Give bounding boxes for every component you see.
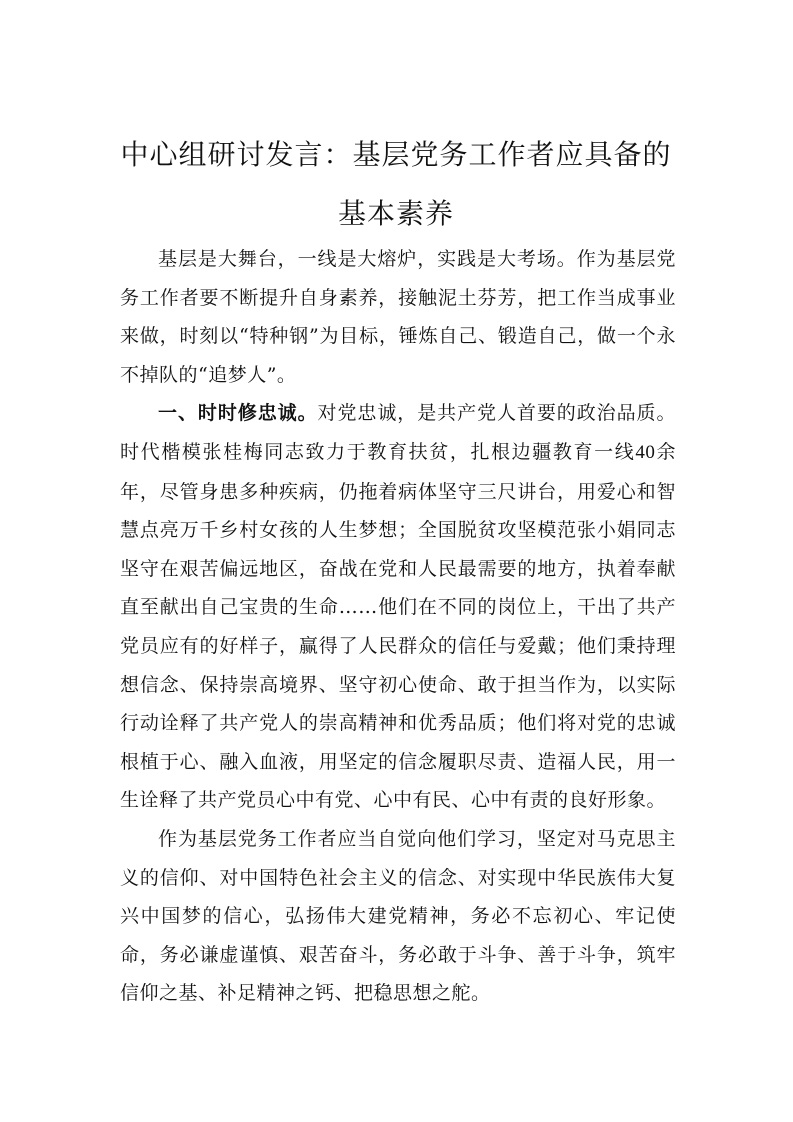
paragraph-intro: 基层是大舞台，一线是大熔炉，实践是大考场。作为基层党务工作者要不断提升自身素养，接触泥土芬芳，把工作当成事业来做，时刻以“特种钢”为目标，锤炼自己、锻造自己，做一个永不掉队的“追梦人”。 <box>120 248 676 386</box>
document-title-line-2: 基本素养 <box>337 197 454 230</box>
paragraph-learning: 作为基层党务工作者应当自觉向他们学习，坚定对马克思主义的信仰、对中国特色社会主义的信念、对实现中华民族伟大复兴中国梦的信心，弘扬伟大建党精神，务必不忘初心、牢记使命，务必谦虚谨慎、艰苦奋斗，务必敢于斗争、善于斗争，筑牢信仰之基、补足精神之钙、把稳思想之舵。 <box>120 827 676 1005</box>
section-heading-loyalty: 一、时时修忠诚。 <box>158 402 318 425</box>
paragraph-loyalty-text-part-2: 余年，尽管身患多种疾病，仍拖着病体坚守三尺讲台，用爱心和智慧点亮万千乡村女孩的人生梦想；全国脱贫攻坚模范张小娟同志坚守在艰苦偏远地区，奋战在党和人民最需要的地方，执着奉献直至献出自己宝贵的生命……他们在不同的岗位上，干出了共产党员应有的好样子，赢得了人民群众的信任与爱戴；他们秉持理想信念、保持崇高境界、坚守初心使命、敢于担当作为，以实际行动诠释了共产党人的崇高精神和优秀品质；他们将对党的忠诚根植于心、融入血液，用坚定的信念履职尽责、造福人民，用一生诠释了共产党员心中有党、心中有民、心中有责的良好形象。 <box>120 440 676 812</box>
paragraph-loyalty <box>120 394 676 820</box>
years-number: 40 <box>635 441 656 463</box>
paragraph-loyalty-text-part-1: 对党忠诚，是共产党人首要的政治品质。时代楷模张桂梅同志致力于教育扶贫，扎根边疆教育一线 <box>120 402 676 463</box>
document-body <box>120 240 676 1013</box>
document-title-line-1: 中心组研讨发言：基层党务工作者应具备的 <box>120 138 672 171</box>
